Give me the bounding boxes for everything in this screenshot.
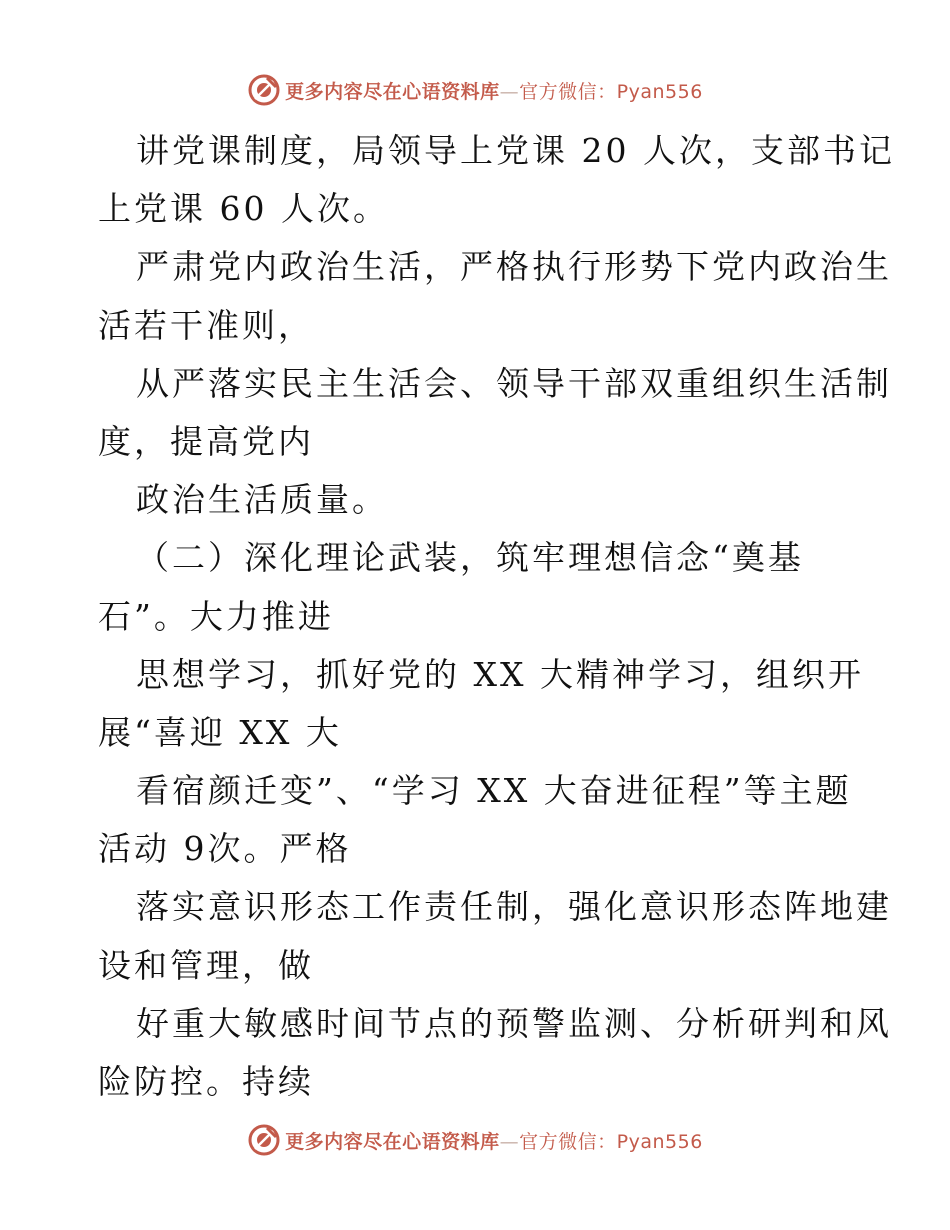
watermark-brand: 更多内容尽在心语资料库 [285,1130,500,1153]
seal-logo-icon [247,73,281,107]
text-line: 政治生活质量。 [136,480,388,520]
text-line: 上党课 60 人次。 [98,189,389,229]
watermark-separator: — [499,1130,520,1153]
document-body [98,122,895,1111]
text-line: 好重大敏感时间节点的预警监测、分析研判和风 [136,1003,892,1043]
text-line: 讲党课制度，局领导上党课 20 人次，支部书记 [136,131,895,170]
text-line: 石”。大力推进 [98,596,334,636]
watermark-text [285,77,703,104]
seal-logo-icon [247,1123,281,1157]
header-watermark [0,70,950,110]
text-line: 展“喜迎 XX 大 [98,712,342,752]
watermark-wechat: 官方微信：Pyan556 [519,1130,703,1153]
watermark-text [285,1127,703,1154]
text-line: 落实意识形态工作责任制，强化意识形态阵地建 [136,887,892,927]
text-line: 活若干准则， [98,305,314,345]
text-line: 险防控。持续 [98,1062,314,1101]
text-line: 思想学习，抓好党的 XX 大精神学习，组织开 [136,654,864,694]
watermark-separator: — [499,80,520,103]
text-line: （二）深化理论武装，筑牢理想信念“奠基 [136,538,804,578]
text-line: 看宿颜迁变”、“学习 XX 大奋进征程”等主题 [136,771,852,811]
text-line: 度，提高党内 [98,421,314,461]
watermark-brand: 更多内容尽在心语资料库 [285,80,500,103]
text-line: 设和管理，做 [98,945,314,985]
text-line: 从严落实民主生活会、领导干部双重组织生活制 [136,363,892,403]
watermark-wechat: 官方微信：Pyan556 [519,80,703,103]
text-line: 严肃党内政治生活，严格执行形势下党内政治生 [136,247,892,287]
text-line: 活动 9次。严格 [98,829,352,869]
footer-watermark [0,1120,950,1160]
